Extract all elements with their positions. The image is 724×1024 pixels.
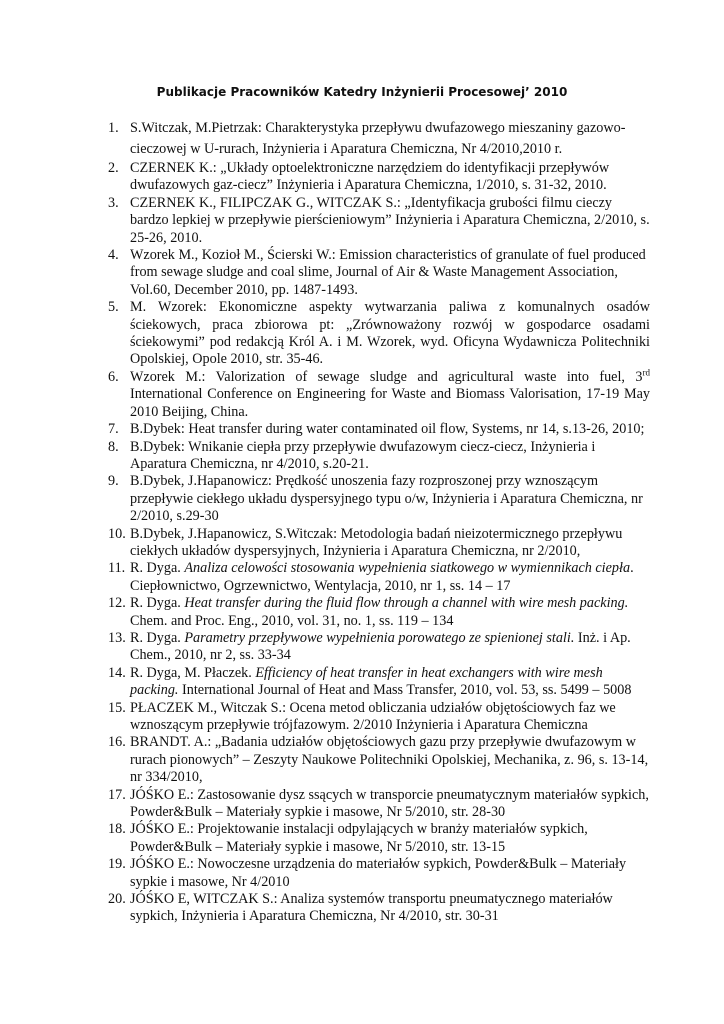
publication-item xyxy=(90,787,650,822)
item-title-italic: Efficiency of heat transfer in heat exchangers with wire mesh packing. xyxy=(130,664,603,699)
item-number: 4. xyxy=(108,247,119,264)
item-text: Wzorek M.: Valorization of sewage sludge and agricultural waste into fuel, 3 xyxy=(130,368,643,385)
publication-item xyxy=(90,247,650,299)
item-number: 6. xyxy=(108,368,119,385)
item-text: Chem. and Proc. Eng., 2010, vol. 31, no. 1, ss. 119 – 134 xyxy=(130,612,454,629)
item-number: 20. xyxy=(108,891,126,908)
item-text: B.Dybek: Wnikanie ciepła przy przepływie dwufazowym ciecz-ciecz, Inżynieria i Aparatura Chemiczna, nr 4/2010, s.20-21. xyxy=(130,438,596,472)
publication-item xyxy=(90,595,650,630)
item-text: . Ciepłownictwo, Ogrzewnictwo, Wentylacja, 2010, nr 1, ss. 14 – 17 xyxy=(130,560,634,594)
item-number: 11. xyxy=(108,560,126,577)
item-text: R. Dyga. xyxy=(130,595,185,612)
item-title-italic: Heat transfer during the fluid flow through a channel with wire mesh packing. xyxy=(184,595,629,612)
item-text: CZERNEK K., FILIPCZAK G., WITCZAK S.: „Identyfikacja grubości filmu cieczy bardzo lepkiej w przepływie pierścieniowym” Inżynieria i Aparatura Chemiczna, 2/2010, s. 25-26, 2010. xyxy=(130,194,650,246)
item-text: B.Dybek: Heat transfer during water contaminated oil flow, Systems, nr 14, s.13-26, 2010; xyxy=(130,421,645,438)
item-number: 13. xyxy=(108,629,126,646)
publication-item xyxy=(90,299,650,369)
publication-item xyxy=(90,665,650,700)
item-title-italic: Analiza celowości stosowania wypełnienia siatkowego w wymiennikach ciepła xyxy=(184,560,631,577)
item-number: 9. xyxy=(108,473,119,490)
item-number: 5. xyxy=(108,299,119,316)
publication-item xyxy=(90,821,650,856)
item-text: BRANDT. A.: „Badania udziałów objętościowych gazu przy przepływie dwufazowym w rurach pionowych” – Zeszyty Naukowe Politechniki Opolskiej, Mechanika, z. 96, s. 13-14, nr 334/2010, xyxy=(130,734,649,786)
publication-list xyxy=(90,118,650,926)
page-title: Publikacje Pracowników Katedry Inżynierii Procesowej’ 2010 xyxy=(156,85,568,99)
item-text: JÓŚKO E.: Zastosowanie dysz ssących w transporcie pneumatycznym materiałów sypkich, Powder&Bulk – Materiały sypkie i masowe, Nr 5/2010, str. 28-30 xyxy=(130,786,649,821)
publication-item xyxy=(90,856,650,891)
item-number: 10. xyxy=(108,525,126,542)
item-title-italic: Parametry przepływowe wypełnienia porowatego ze spienionej stali. xyxy=(184,629,575,646)
publication-item xyxy=(90,700,650,735)
publication-item xyxy=(90,421,650,438)
publication-item xyxy=(90,891,650,926)
item-number: 15. xyxy=(108,699,126,716)
item-number: 2. xyxy=(108,160,119,176)
item-text: R. Dyga, M. Płaczek. xyxy=(130,664,256,681)
item-text: M. Wzorek: Ekonomiczne aspekty wytwarzania paliwa z komunalnych osadów ściekowych, praca zbiorowa pt: „Zrównoważony rozwój w gospodarce osadami ściekowymi” pod redakcją Król A. i M. Wzorek, wyd. Oficyna Wydawnicza Politechniki Opolskiej, Opole 2010, str. 35-46. xyxy=(130,299,650,368)
publication-item xyxy=(90,630,650,665)
item-number: 18. xyxy=(108,821,126,838)
publication-item xyxy=(90,526,650,561)
item-number: 17. xyxy=(108,786,126,803)
item-text: B.Dybek, J.Hapanowicz, S.Witczak: Metodologia badań nieizotermicznego przepływu ciekłych układów dyspersyjnych, Inżynieria i Aparatura Chemiczna, nr 2/2010, xyxy=(130,525,623,559)
item-text: S.Witczak, M.Pietrzak: Charakterystyka przepływu dwufazowego mieszaniny gazowo-cieczowej w U-rurach, Inżynieria i Aparatura Chemiczna, Nr 4/2010,2010 r. xyxy=(130,120,626,157)
item-number: 16. xyxy=(108,734,126,751)
item-number: 8. xyxy=(108,438,119,455)
publication-item xyxy=(90,560,650,595)
item-text: JÓŚKO E.: Projektowanie instalacji odpylających w branży materiałów sypkich, Powder&Bulk – Materiały sypkie i masowe, Nr 5/2010, str. 13-15 xyxy=(130,821,588,855)
item-text: JÓŚKO E.: Nowoczesne urządzenia do materiałów sypkich, Powder&Bulk – Materiały sypkie i masowe, Nr 4/2010 xyxy=(130,856,627,890)
item-text: JÓŚKO E, WITCZAK S.: Analiza systemów transportu pneumatycznego materiałów sypkich, Inżynieria i Aparatura Chemiczna, Nr 4/2010, str. 30-31 xyxy=(130,891,613,925)
item-text: R. Dyga. xyxy=(130,560,185,577)
publication-item xyxy=(90,369,650,421)
item-text: International Conference on Engineering for Waste and Biomass Valorisation, 17-19 May 2010 Beijing, China. xyxy=(130,386,650,420)
publication-item xyxy=(90,473,650,525)
item-number: 19. xyxy=(108,856,126,873)
item-number: 12. xyxy=(108,595,126,612)
superscript-text: rd xyxy=(642,367,650,378)
item-number: 14. xyxy=(108,664,126,681)
item-text: B.Dybek, J.Hapanowicz: Prędkość unoszenia fazy rozproszonej przy wznoszącym przepływie ciekłego układu dyspersyjnego typu o/w, Inżynieria i Aparatura Chemiczna, nr 2/2010, s.29-30 xyxy=(130,473,643,525)
item-number: 1. xyxy=(108,120,119,136)
item-text: R. Dyga. xyxy=(130,629,185,646)
item-text: Wzorek M., Kozioł M., Ścierski W.: Emission characteristics of granulate of fuel produced from sewage sludge and coal slime, Journal of Air & Waste Management Association, Vol.60, December 2010, pp. 1487-1493. xyxy=(130,247,646,298)
publication-item xyxy=(90,734,650,786)
item-text: CZERNEK K.: „Układy optoelektroniczne narzędziem do identyfikacji przepływów dwufazowych gaz-ciecz” Inżynieria i Aparatura Chemiczna, 1/2010, s. 31-32, 2010. xyxy=(130,160,610,194)
item-number: 7. xyxy=(108,421,119,438)
item-text: Inż. i Ap. Chem., 2010, nr 2, ss. 33-34 xyxy=(130,629,631,664)
publication-item xyxy=(90,195,650,247)
item-number: 3. xyxy=(108,194,119,211)
publication-item xyxy=(90,160,650,195)
item-text: International Journal of Heat and Mass Transfer, 2010, vol. 53, ss. 5499 – 5008 xyxy=(178,682,632,699)
publication-item xyxy=(90,439,650,474)
item-text: PŁACZEK M., Witczak S.: Ocena metod obliczania udziałów objętościowych faz we wznoszącym przepływie trójfazowym. 2/2010 Inżynieria i Aparatura Chemiczna xyxy=(130,699,616,733)
publication-item xyxy=(90,118,650,160)
